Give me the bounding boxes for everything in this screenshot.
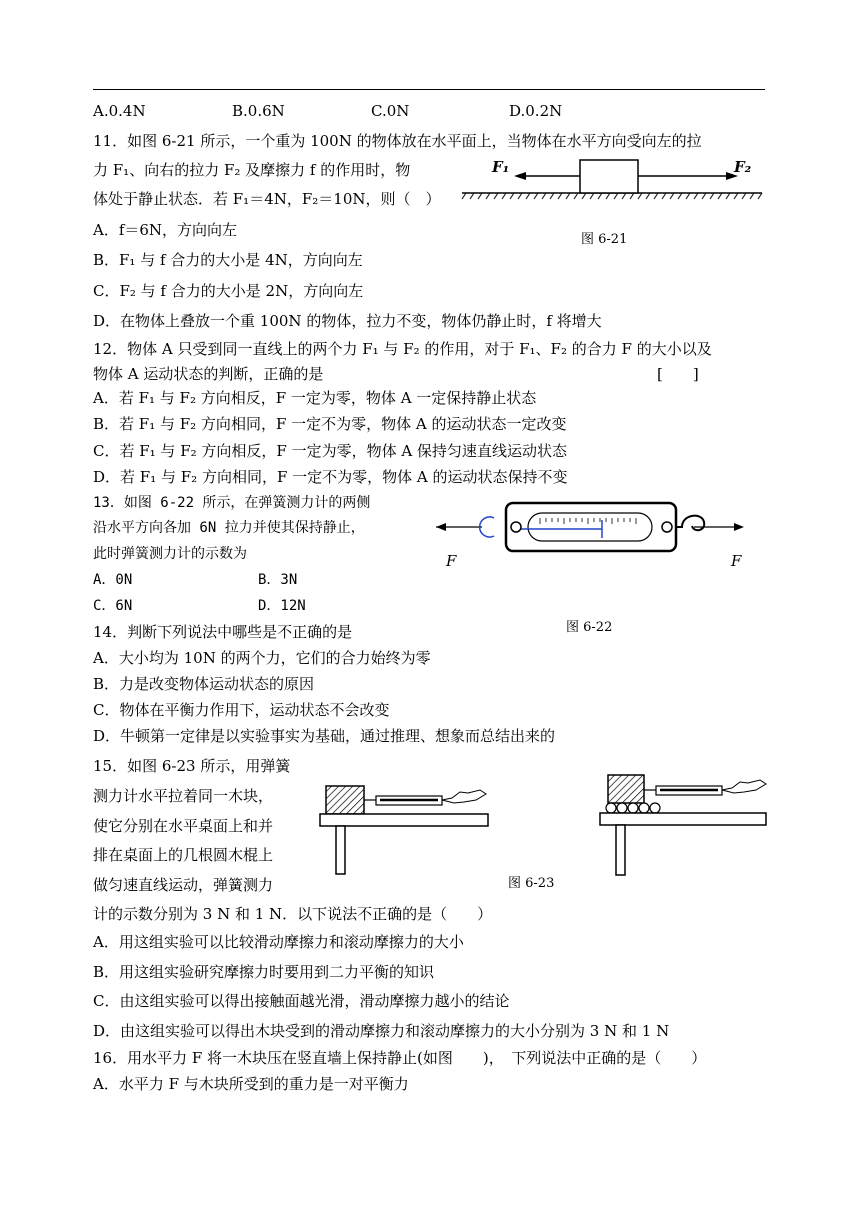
hand-icon xyxy=(722,780,766,793)
header-rule xyxy=(93,89,765,90)
q15-option-b: B．用这组实验研究摩擦力时要用到二力平衡的知识 xyxy=(93,963,435,981)
q16-stem: 16．用水平力 F 将一木块压在竖直墙上保持静止(如图 )， 下列说法中正确的是（ ） xyxy=(93,1049,707,1067)
left-knob xyxy=(511,522,521,532)
q12-option-d: D．若 F₁ 与 F₂ 方向相同，F 一定不为零，物体 A 的运动状态保持不变 xyxy=(93,468,568,486)
hand-icon xyxy=(442,790,486,803)
block xyxy=(580,160,638,193)
q12-stem-line1: 12．物体 A 只受到同一直线上的两个力 F₁ 与 F₂ 的作用，对于 F₁、F₂ 的合力 F 的大小以及 xyxy=(93,340,712,358)
table-leg xyxy=(616,825,625,875)
q14-option-a: A．大小均为 10N 的两个力，它们的合力始终为零 xyxy=(93,649,431,667)
figure-6-22-caption: 图 6-22 xyxy=(566,620,613,635)
tabletop xyxy=(600,813,766,825)
q15-stem-line4: 排在桌面上的几根圆木棍上 xyxy=(93,846,274,864)
q11-option-d: D．在物体上叠放一个重 100N 的物体，拉力不变，物体仍静止时，f 将增大 xyxy=(93,312,602,330)
q14-option-b: B．力是改变物体运动状态的原因 xyxy=(93,675,315,693)
q15-stem-line2: 测力计水平拉着同一木块， xyxy=(93,787,274,805)
q13-stem-line2: 沿水平方向各加 6N 拉力并使其保持静止， xyxy=(93,520,365,536)
q11-option-c: C．F₂ 与 f 合力的大小是 2N，方向向左 xyxy=(93,282,364,300)
right-arrowhead xyxy=(734,523,744,531)
q13-option-d: D．12N xyxy=(258,598,306,614)
q16-option-a: A．水平力 F 与木块所受到的重力是一对平衡力 xyxy=(93,1075,409,1093)
roller-logs xyxy=(606,803,660,813)
f1-arrowhead xyxy=(514,172,526,180)
q13-stem-line1: 13．如图 6-22 所示，在弹簧测力计的两侧 xyxy=(93,495,371,511)
q10-option-b: B.0.6N xyxy=(232,102,285,120)
q11-stem-line1: 11．如图 6-21 所示，一个重为 100N 的物体放在水平面上，当物体在水平方向受向左的拉 xyxy=(93,132,702,150)
q12-option-a: A．若 F₁ 与 F₂ 方向相反，F 一定为零，物体 A 一定保持静止状态 xyxy=(93,389,537,407)
q15-stem-line3: 使它分别在水平桌面上和并 xyxy=(93,817,274,835)
right-force-label: F xyxy=(731,552,742,570)
figure-6-23-table-rollers xyxy=(598,770,768,876)
q15-stem-line5: 做匀速直线运动，弹簧测力 xyxy=(93,876,274,894)
q10-option-d: D.0.2N xyxy=(509,102,563,120)
q11-option-a: A．f＝6N，方向向左 xyxy=(93,221,238,239)
wood-block xyxy=(608,775,644,803)
q15-option-d: D．由这组实验可以得出木块受到的滑动摩擦力和滚动摩擦力的大小分别为 3 N 和 1 N xyxy=(93,1022,670,1040)
q15-stem-line1: 15．如图 6-23 所示，用弹簧 xyxy=(93,757,291,775)
left-force-label: F xyxy=(446,552,457,570)
q13-stem-line3: 此时弹簧测力计的示数为 xyxy=(93,546,247,562)
q10-option-a: A.0.4N xyxy=(93,102,146,120)
q13-option-a: A．0N xyxy=(93,572,133,588)
q10-option-c: C.0N xyxy=(371,102,410,120)
figure-6-21 xyxy=(462,155,762,200)
q15-stem-line6: 计的示数分别为 3 N 和 1 N．以下说法不正确的是（ ） xyxy=(93,905,493,923)
tabletop xyxy=(320,814,488,826)
f2-label: F₂ xyxy=(734,158,752,176)
q15-option-a: A．用这组实验可以比较滑动摩擦力和滚动摩擦力的大小 xyxy=(93,933,464,951)
q11-option-b: B．F₁ 与 f 合力的大小是 4N，方向向左 xyxy=(93,251,363,269)
figure-6-23-table-sliding xyxy=(318,778,490,876)
q12-stem-line2: 物体 A 运动状态的判断，正确的是 xyxy=(93,365,324,383)
figure-6-21-caption: 图 6-21 xyxy=(581,232,628,247)
q13-option-b: B．3N xyxy=(258,572,298,588)
q15-option-c: C．由这组实验可以得出接触面越光滑，滑动摩擦力越小的结论 xyxy=(93,992,510,1010)
left-arrowhead xyxy=(436,523,446,531)
q14-option-c: C．物体在平衡力作用下，运动状态不会改变 xyxy=(93,701,390,719)
figure-6-22 xyxy=(436,500,756,575)
right-hook-icon xyxy=(676,516,704,531)
ground-hatching xyxy=(462,193,762,199)
q12-option-c: C．若 F₁ 与 F₂ 方向相反，F 一定为零，物体 A 保持匀速直线运动状态 xyxy=(93,442,567,460)
scale-slot xyxy=(528,513,652,541)
wood-block xyxy=(326,786,364,814)
q12-answer-bracket: [ ] xyxy=(657,365,699,383)
f1-label: F₁ xyxy=(492,158,510,176)
right-knob xyxy=(662,522,672,532)
q13-option-c: C．6N xyxy=(93,598,133,614)
q14-stem: 14．判断下列说法中哪些是不正确的是 xyxy=(93,623,353,641)
q11-stem-line3: 体处于静止状态．若 F₁＝4N，F₂＝10N，则（ ） xyxy=(93,190,441,208)
table-leg xyxy=(336,826,345,874)
q12-option-b: B．若 F₁ 与 F₂ 方向相同，F 一定不为零，物体 A 的运动状态一定改变 xyxy=(93,415,567,433)
q11-stem-line2: 力 F₁、向右的拉力 F₂ 及摩擦力 f 的作用时，物 xyxy=(93,161,411,179)
figure-6-23-caption: 图 6-23 xyxy=(508,876,555,891)
q14-option-d: D．牛顿第一定律是以实验事实为基础，通过推理、想象而总结出来的 xyxy=(93,727,556,745)
